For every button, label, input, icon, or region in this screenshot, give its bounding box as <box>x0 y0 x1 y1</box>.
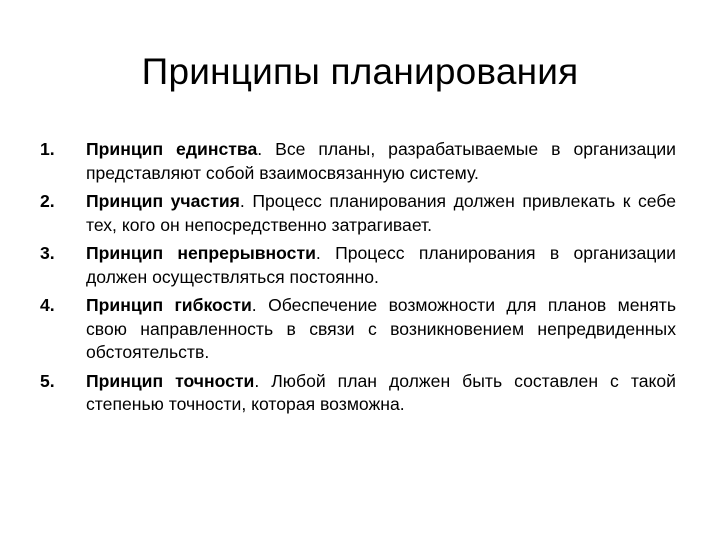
list-item <box>40 294 676 365</box>
item-heading: Принцип единства <box>86 139 258 159</box>
list-item <box>40 370 676 417</box>
item-heading: Принцип непрерывности <box>86 243 316 263</box>
item-separator: . <box>239 191 253 211</box>
item-number: 5. <box>40 370 55 391</box>
list-item <box>40 242 676 289</box>
item-separator: . <box>251 295 269 315</box>
principles-list <box>40 138 676 422</box>
item-text: Все планы, разрабатываемые в организации представляют собой взаимосвязанную систему. <box>86 139 676 183</box>
item-heading: Принцип гибкости <box>86 295 252 315</box>
item-text: Любой план должен быть составлен с такой степенью точности, которая возможна. <box>86 370 676 414</box>
item-text: Процесс планирования должен привлекать к себе тех, кого он непосредственно затрагивает. <box>86 191 676 235</box>
item-separator: . <box>257 139 276 159</box>
item-heading: Принцип точности <box>86 370 255 391</box>
list-item <box>40 138 676 185</box>
list-item <box>40 190 676 237</box>
item-number: 3. <box>40 243 55 263</box>
item-text: Обеспечение возможности для планов менять свою направленность в связи с возникновением непредвиденных обстоятельств. <box>86 295 676 362</box>
item-number: 1. <box>40 139 55 159</box>
item-heading: Принцип участия <box>86 191 240 211</box>
item-separator: . <box>254 370 272 391</box>
item-number: 2. <box>40 191 55 211</box>
item-text: Процесс планирования в организации должен осуществляться постоянно. <box>86 243 676 287</box>
slide-title: Принципы планирования <box>141 51 579 92</box>
item-number: 4. <box>40 295 55 315</box>
item-separator: . <box>315 243 336 263</box>
